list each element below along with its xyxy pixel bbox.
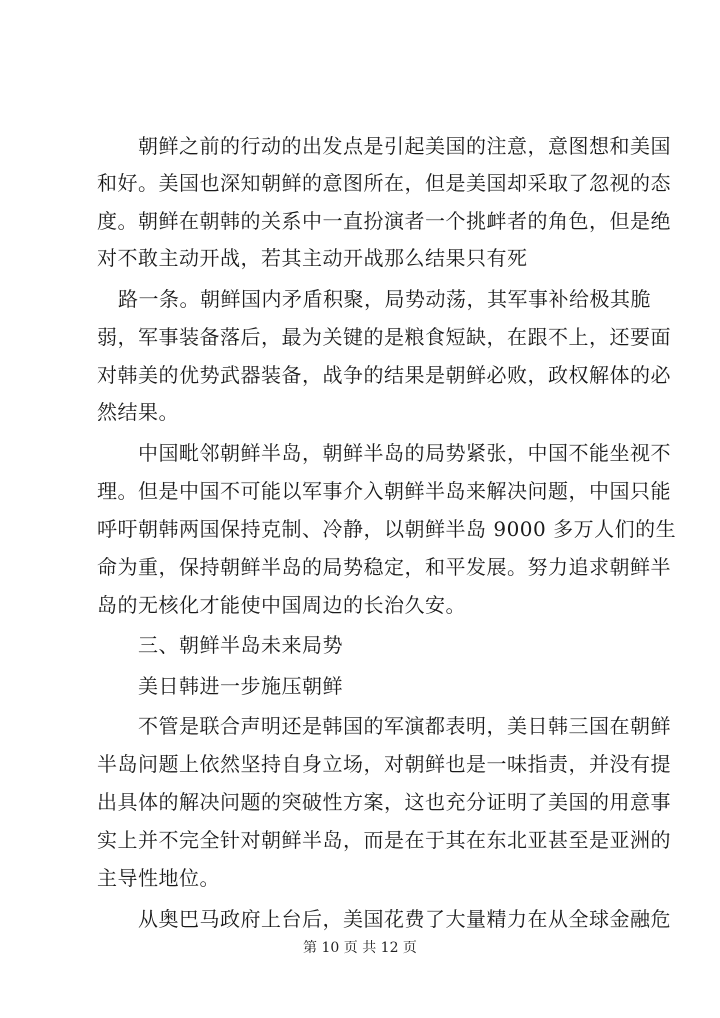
text-line: 和好。美国也深知朝鲜的意图所在，但是美国却采取了忽视的态 xyxy=(97,171,671,195)
text-line: 不管是联合声明还是韩国的军演都表明，美日韩三国在朝鲜 xyxy=(138,714,671,738)
text-line: 岛的无核化才能使中国周边的长治久安。 xyxy=(97,593,466,617)
text-line: 然结果。 xyxy=(97,400,179,424)
text-line: 命为重，保持朝鲜半岛的局势稳定，和平发展。努力追求朝鲜半 xyxy=(97,555,671,579)
text-line: 弱，军事装备落后，最为关键的是粮食短缺，在跟不上，还要面 xyxy=(97,325,671,349)
text-line: 出具体的解决问题的突破性方案，这也充分证明了美国的用意事 xyxy=(97,790,671,814)
text-line: 中国毗邻朝鲜半岛，朝鲜半岛的局势紧张，中国不能坐视不 xyxy=(138,441,671,465)
text-line: 对不敢主动开战，若其主动开战那么结果只有死 xyxy=(97,246,528,270)
text-line: 实上并不完全针对朝鲜半岛，而是在于其在东北亚甚至是亚洲的 xyxy=(97,828,671,852)
text-line: 朝鲜之前的行动的出发点是引起美国的注意，意图想和美国 xyxy=(138,134,671,158)
text-line: 对韩美的优势武器装备，战争的结果是朝鲜必败，政权解体的必 xyxy=(97,363,671,387)
text-line: 理。但是中国不可能以军事介入朝鲜半岛来解决问题，中国只能 xyxy=(97,479,671,503)
text-line: 从奥巴马政府上台后，美国花费了大量精力在从全球金融危 xyxy=(138,907,671,931)
text-line: 呼吁朝韩两国保持克制、冷静，以朝鲜半岛 9000 多万人们的生 xyxy=(97,517,677,541)
text-line: 主导性地位。 xyxy=(97,866,220,890)
page-number-footer: 第 10 页 共 12 页 xyxy=(303,940,417,956)
text-line: 半岛问题上依然坚持自身立场，对朝鲜也是一味指责，并没有提 xyxy=(97,752,671,776)
subsection-heading: 美日韩进一步施压朝鲜 xyxy=(138,674,343,698)
text-line: 度。朝鲜在朝韩的关系中一直扮演者一个挑衅者的角色，但是绝 xyxy=(97,209,671,233)
text-line: 路一条。朝鲜国内矛盾积聚，局势动荡，其军事补给极其脆 xyxy=(118,287,651,311)
section-heading: 三、朝鲜半岛未来局势 xyxy=(138,633,343,657)
